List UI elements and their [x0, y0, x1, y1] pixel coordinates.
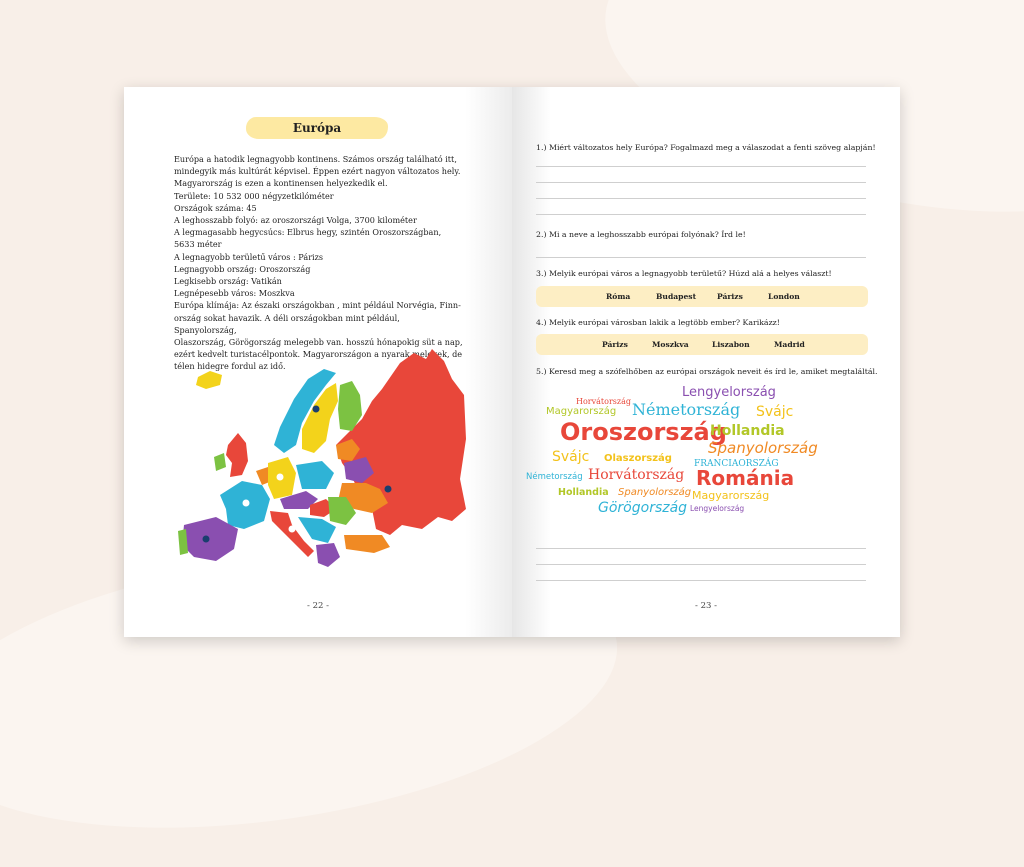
text-line: Magyarország is ezen a kontinensen helyezkedik el.	[174, 178, 388, 189]
word-cloud-word: Spanyolország	[708, 439, 818, 457]
landmark-pin	[277, 474, 284, 481]
word-cloud-word: Svájc	[552, 449, 590, 465]
word-cloud-word: Németország	[526, 472, 583, 482]
option-parizs[interactable]: Párizs	[602, 340, 628, 349]
answer-line	[536, 182, 866, 183]
right-page	[512, 87, 900, 637]
map-turkey	[344, 535, 390, 553]
answer-line	[536, 580, 866, 581]
word-cloud-word: Horvátország	[576, 397, 631, 406]
word-cloud-word: Magyarország	[546, 406, 617, 417]
word-cloud-word: Olaszország	[604, 453, 672, 464]
text-line: Legnagyobb ország: Oroszország	[174, 263, 311, 274]
text-line: Európa a hatodik legnagyobb kontinens. Számos ország található itt,	[174, 154, 457, 164]
option-moszkva[interactable]: Moszkva	[652, 340, 689, 349]
text-line: ország sokat havazik. A déli országokban mint például, Spanyolország,	[174, 312, 400, 335]
word-cloud-word: Hollandia	[710, 423, 785, 439]
option-london[interactable]: London	[768, 292, 800, 301]
word-cloud-word: Magyarország	[692, 489, 770, 502]
text-line: mindegyik más kultúrát képvisel. Éppen ezért nagyon változatos hely.	[174, 166, 461, 177]
left-page	[124, 87, 512, 637]
word-cloud-word: Horvátország	[588, 467, 685, 483]
text-line: A legnagyobb területű város : Párizs	[174, 251, 324, 262]
answer-line	[536, 548, 866, 549]
page-number: - 22 -	[307, 601, 329, 611]
word-cloud-word: Görögország	[598, 500, 688, 516]
word-cloud-word: Oroszország	[560, 418, 727, 446]
answer-line	[536, 564, 866, 565]
text-line: ezért kedvelt turistacélpontok. Magyarországon a nyarak melegek, de	[174, 349, 463, 360]
word-cloud-word: Németország	[632, 400, 741, 419]
answer-options-bar	[536, 286, 868, 307]
word-cloud-word: Lengyelország	[682, 385, 776, 400]
word-cloud-word: Lengyelország	[690, 504, 745, 513]
text-line: Területe: 10 532 000 négyzetkilóméter	[174, 190, 334, 201]
text-line: A leghosszabb folyó: az oroszországi Volga, 3700 kilométer	[174, 215, 417, 226]
text-line: A legmagasabb hegycsúcs: Elbrus hegy, szintén Oroszországban, 5633 méter	[174, 227, 442, 250]
word-cloud-word: Románia	[696, 466, 795, 490]
answer-line	[536, 214, 866, 215]
open-workbook	[124, 87, 900, 637]
answer-line	[536, 166, 866, 167]
page-number: - 23 -	[695, 601, 717, 611]
answer-line	[536, 198, 866, 199]
question-4: 4.) Melyik európai városban lakik a legtöbb ember? Karikázz!	[536, 318, 780, 327]
text-line: Legkisebb ország: Vatikán	[174, 276, 282, 287]
text-line: Olaszország, Görögország melegebb van. hosszú hónapokig süt a nap,	[174, 337, 463, 348]
map-uk	[226, 433, 248, 477]
text-line: télen hidegre fordul az idő.	[174, 361, 286, 372]
map-ireland	[214, 453, 226, 471]
word-cloud	[526, 384, 876, 524]
page-title-text: Európa	[292, 121, 342, 135]
europe-map	[176, 349, 466, 581]
option-liszabon[interactable]: Liszabon	[712, 340, 750, 349]
word-cloud-word: FRANCIAORSZÁG	[694, 459, 779, 469]
word-cloud-word: Svájc	[756, 404, 794, 420]
landmark-pin	[203, 536, 210, 543]
map-greece	[316, 543, 340, 567]
answer-options-bar	[536, 334, 868, 355]
text-line: Országok száma: 45	[174, 202, 257, 213]
text-line: Európa klímája: Az északi országokban , mint például Norvégia, Finn-	[174, 300, 461, 311]
question-2: 2.) Mi a neve a leghosszabb európai folyónak? Írd le!	[536, 230, 746, 239]
word-cloud-word: Hollandia	[558, 487, 609, 498]
option-madrid[interactable]: Madrid	[774, 340, 805, 349]
landmark-pin	[289, 526, 296, 533]
map-poland	[296, 461, 334, 489]
word-cloud-word: Spanyolország	[618, 487, 692, 498]
map-iceland	[196, 371, 222, 389]
option-budapest[interactable]: Budapest	[656, 292, 697, 301]
text-line: Legnépesebb város: Moszkva	[174, 288, 295, 299]
answer-line	[536, 257, 866, 258]
question-3: 3.) Melyik európai város a legnagyobb területű? Húzd alá a helyes választ!	[536, 269, 832, 278]
landmark-pin	[313, 406, 320, 413]
landmark-pin	[243, 500, 250, 507]
option-roma[interactable]: Róma	[606, 292, 631, 301]
page-title	[246, 117, 388, 139]
info-text	[174, 153, 464, 373]
question-5: 5.) Keresd meg a szófelhőben az európai országok neveit és írd le, amiket megtaláltál.	[536, 367, 878, 376]
landmark-pin	[385, 486, 392, 493]
question-1: 1.) Miért változatos hely Európa? Fogalmazd meg a válaszodat a fenti szöveg alapján!	[536, 143, 876, 152]
option-parizs[interactable]: Párizs	[717, 292, 743, 301]
